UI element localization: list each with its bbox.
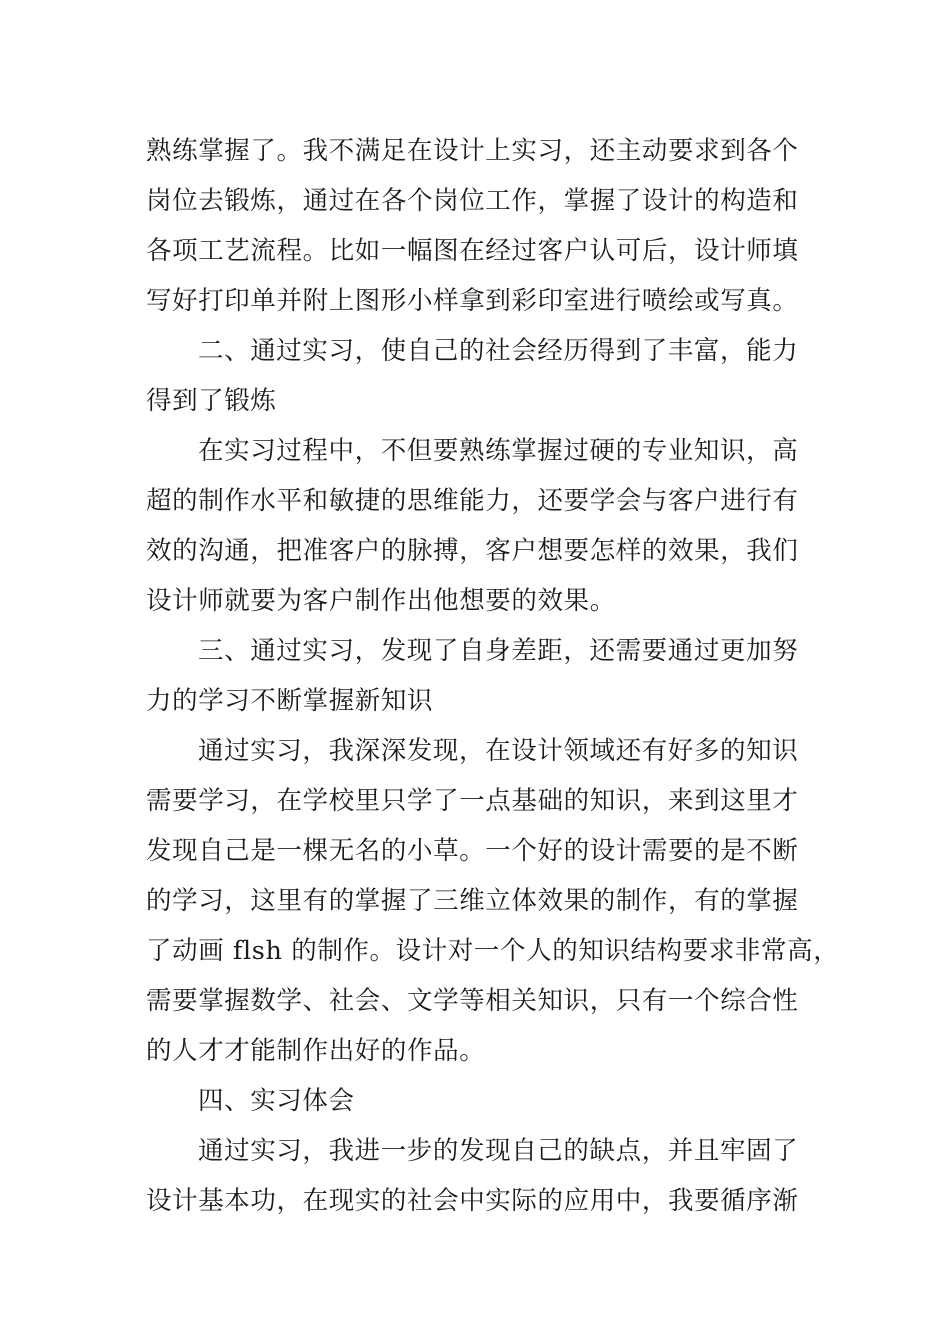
text-line: 得到了锻炼 — [146, 386, 277, 416]
text-line: 熟练掌握了。我不满足在设计上实习，还主动要求到各个 — [146, 136, 799, 166]
text-line: 发现自己是一棵无名的小草。一个好的设计需要的是不断 — [146, 836, 799, 866]
text-line: 需要学习，在学校里只学了一点基础的知识，来到这里才 — [146, 786, 799, 816]
text-line: 二、通过实习，使自己的社会经历得到了丰富，能力 — [198, 336, 799, 366]
text-line: 通过实习，我进一步的发现自己的缺点，并且牢固了 — [198, 1136, 799, 1166]
text-line: 的学习，这里有的掌握了三维立体效果的制作，有的掌握 — [146, 886, 799, 916]
text-line: 了动画 flsh 的制作。设计对一个人的知识结构要求非常高， — [146, 936, 840, 966]
text-line: 通过实习，我深深发现，在设计领域还有好多的知识 — [198, 736, 799, 766]
text-line: 四、实习体会 — [198, 1086, 355, 1116]
text-line: 超的制作水平和敏捷的思维能力，还要学会与客户进行有 — [146, 486, 799, 516]
text-line: 力的学习不断掌握新知识 — [146, 686, 434, 716]
text-line: 岗位去锻炼，通过在各个岗位工作，掌握了设计的构造和 — [146, 186, 799, 216]
text-line: 各项工艺流程。比如一幅图在经过客户认可后，设计师填 — [146, 236, 799, 266]
text-line: 效的沟通，把准客户的脉搏，客户想要怎样的效果，我们 — [146, 536, 799, 566]
text-line: 在实习过程中，不但要熟练掌握过硬的专业知识，高 — [198, 436, 799, 466]
text-line: 设计基本功，在现实的社会中实际的应用中，我要循序渐 — [146, 1186, 799, 1216]
text-line: 设计师就要为客户制作出他想要的效果。 — [146, 586, 616, 616]
text-line: 需要掌握数学、社会、文学等相关知识，只有一个综合性 — [146, 986, 799, 1016]
document-body — [146, 126, 840, 1226]
text-line: 的人才才能制作出好的作品。 — [146, 1036, 486, 1066]
text-line: 三、通过实习，发现了自身差距，还需要通过更加努 — [198, 636, 799, 666]
text-line: 写好打印单并附上图形小样拿到彩印室进行喷绘或写真。 — [146, 286, 799, 316]
